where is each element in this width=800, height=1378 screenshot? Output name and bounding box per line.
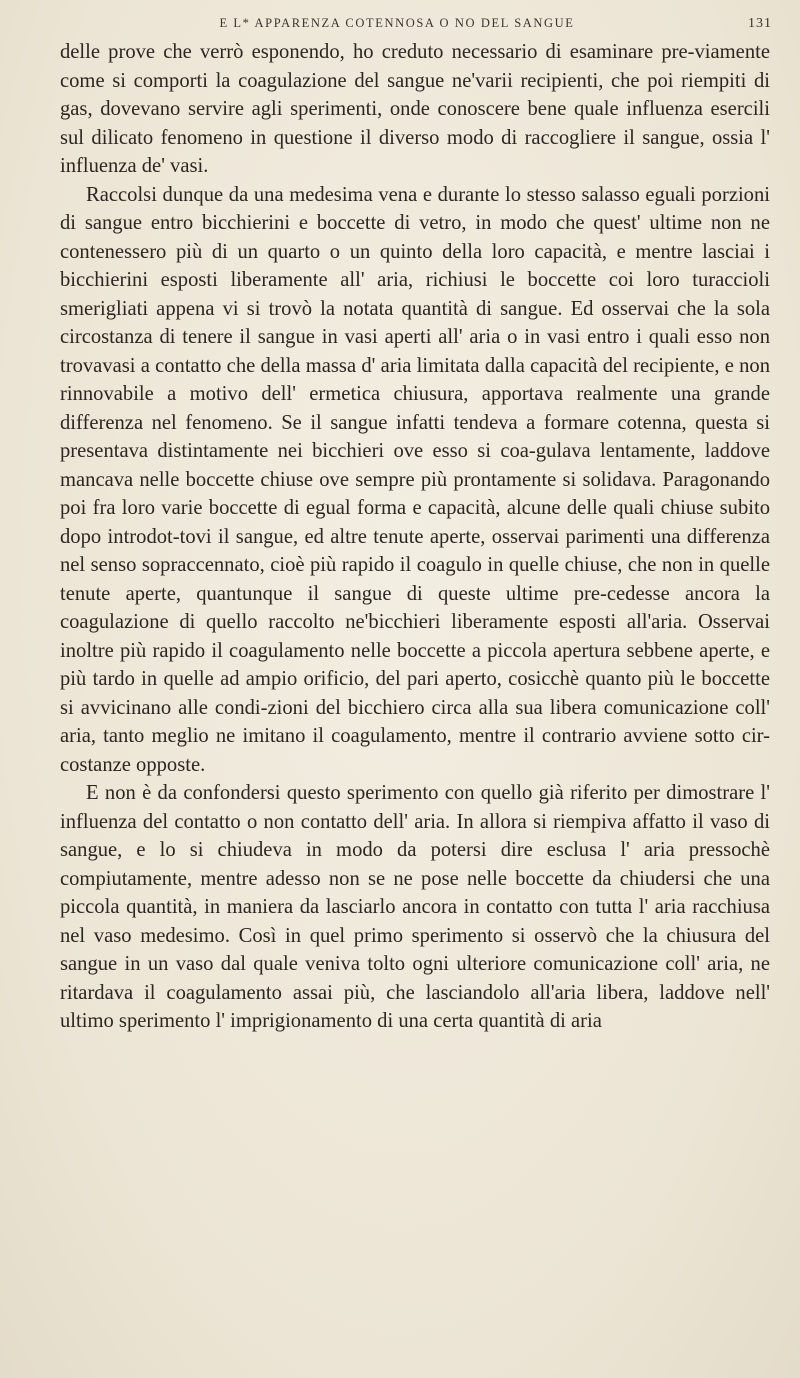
paragraph: Raccolsi dunque da una medesima vena e durante lo stesso salasso eguali porzioni di sangue entro bicchierini e boccette di vetro, in modo che quest' ultime non ne contenessero più di un quarto o un quinto della loro capacità, e mentre lasciai i bicchierini esposti liberamente all' aria, richiusi le boccette coi loro turaccioli smerigliati appena vi si trovò la notata quantità di sangue. Ed osservai che la sola circostanza di tenere il sangue in vasi aperti all' aria o in vasi entro i quali esso non trovavasi a contatto che della massa d' aria limitata dalla capacità del recipiente, e non rinnovabile a motivo dell' ermetica chiusura, apportava realmente una grande differenza nel fenomeno. Se il sangue infatti tendeva a formare cotenna, questa si presentava distintamente nei bicchieri ove esso si coa-gulava lentamente, laddove mancava nelle boccette chiuse ove sempre più prontamente si solidava. Paragonando poi fra loro varie boccette di egual forma e capacità, alcune delle quali chiuse subito dopo introdot-tovi il sangue, ed altre tenute aperte, osservai parimenti una differenza nel senso sopraccennato, cioè più rapido il coagulo in quelle chiuse, che non in quelle tenute aperte, quantunque il sangue di queste ultime pre-cedesse ancora la coagulazione di quello raccolto ne'bicchieri liberamente esposti all'aria. Osservai inoltre più rapido il coagulamento nelle boccette a piccola apertura sebbene aperte, e più tardo in quelle ad ampio orificio, del pari aperto, cosicchè quanto più le boccette si avvicinano alle condi-zioni del bicchiero circa alla sua libera comunicazione coll' aria, tanto meglio ne imitano il coagulamento, mentre il contrario avviene sotto cir-costanze opposte. <box>60 183 770 776</box>
paragraph: E non è da confondersi questo sperimento con quello già riferito per dimostrare l' influenza del contatto o non contatto dell' aria. In allora si riempiva affatto il vaso di sangue, e lo si chiudeva in modo da potersi dire esclusa l' aria pressochè compiutamente, mentre adesso non se ne pose nelle boccette da chiudersi che una piccola quantità, in maniera da lasciarlo ancora in contatto con tutta l' aria racchiusa nel vaso medesimo. Così in quel primo sperimento si osservò che la chiusura del sangue in un vaso dal quale veniva tolto ogni ulteriore comunicazione coll' aria, ne ritardava il coagulamento assai più, che lasciandolo all'aria libera, laddove nell' ultimo sperimento l' imprigionamento di una certa quantità di aria <box>60 782 770 1032</box>
paragraph-continued: delle prove che verrò esponendo, ho creduto necessario di esaminare pre-viamente come si comporti la coagulazione del sangue ne'varii recipienti, che poi riempiti di gas, dovevano servire agli sperimenti, onde conoscere bene quale influenza esercili sul dilicato fenomeno in questione il diverso modo di raccogliere il sangue, ossia l' influenza de' vasi. <box>60 41 770 177</box>
running-head <box>62 16 772 40</box>
body-text <box>60 38 770 1036</box>
running-title: E L* APPARENZA COTENNOSA O NO DEL SANGUE <box>219 16 575 30</box>
page-number: 131 <box>748 16 772 31</box>
